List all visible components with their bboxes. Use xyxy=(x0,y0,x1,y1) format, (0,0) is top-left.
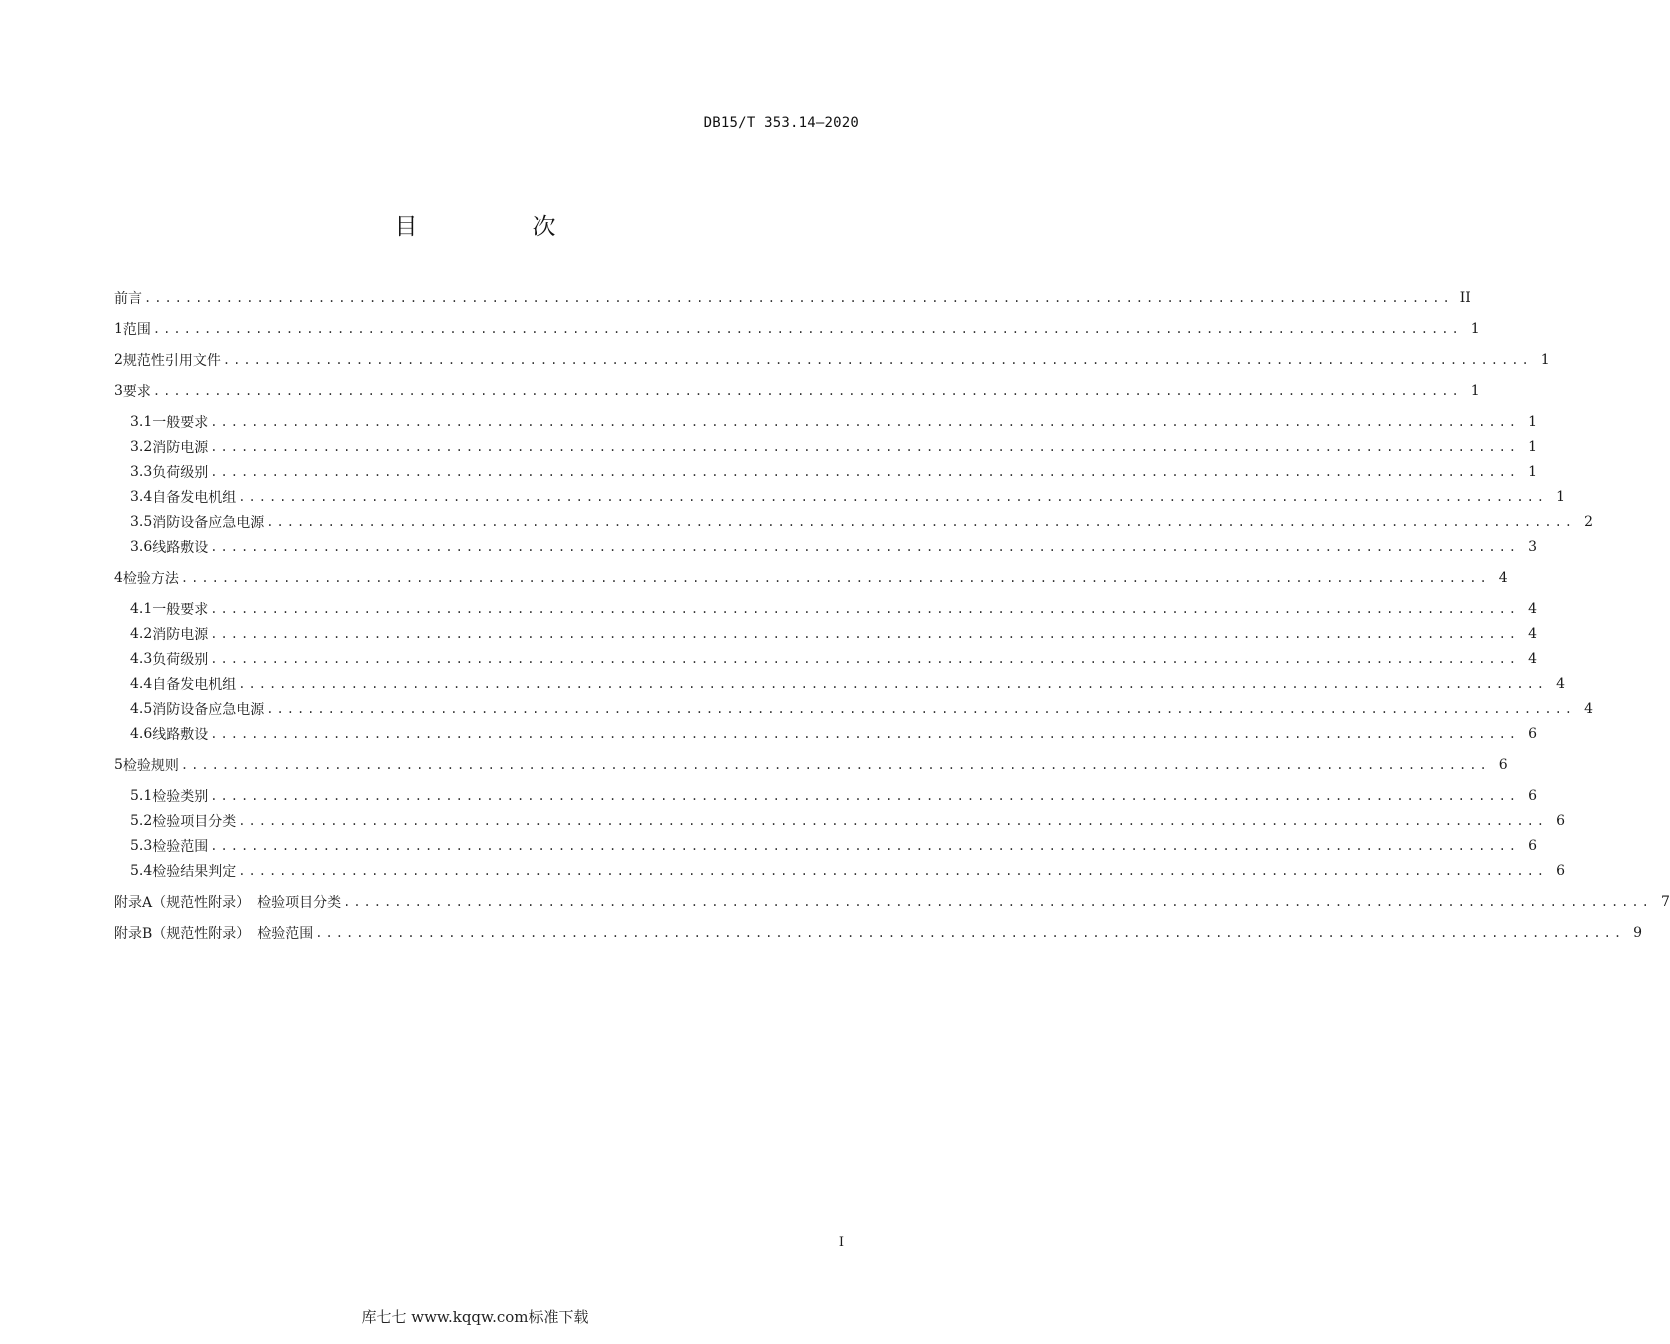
toc-entry-page: 1 xyxy=(1556,489,1566,505)
toc-entry-number: 3 xyxy=(114,383,123,399)
toc-entry-appendix-a[interactable] xyxy=(114,891,1670,913)
toc-entry-appendix-b[interactable] xyxy=(114,922,1643,944)
toc-leader-dots: ................................................................................................................................ xyxy=(315,926,1625,940)
footer-watermark: 库七七 www.kqqw.com标准下载 xyxy=(361,1308,589,1326)
toc-entry-number: 5.3 xyxy=(130,838,153,854)
toc-entry-3-2[interactable] xyxy=(114,436,1538,458)
toc-entry-number: 5 xyxy=(114,757,123,773)
toc-entry-4-3[interactable] xyxy=(114,648,1538,670)
toc-entry-label: 检验规则 xyxy=(122,758,179,774)
toc-entry-number: 4.3 xyxy=(130,651,153,667)
toc-entry-label: 检验项目分类 xyxy=(152,814,237,830)
toc-entry-5-2[interactable] xyxy=(114,810,1566,832)
page-number: I xyxy=(838,1235,844,1250)
toc-entry-5[interactable] xyxy=(114,754,1508,776)
toc-entry-page: 6 xyxy=(1528,726,1538,742)
toc-entry-number: 4.2 xyxy=(130,626,153,642)
toc-leader-dots: ................................................................................................................................ xyxy=(144,291,1453,305)
toc-leader-dots: ................................................................................................................................ xyxy=(222,353,1532,367)
toc-entry-page: 4 xyxy=(1556,676,1566,692)
toc-entry-number: 3.2 xyxy=(130,439,153,455)
toc-entry-foreword[interactable] xyxy=(114,287,1471,309)
toc-entry-page: 1 xyxy=(1528,439,1538,455)
page-title: 目 次 xyxy=(394,214,602,240)
toc-entry-number: 1 xyxy=(114,321,123,337)
toc-leader-dots: ................................................................................................................................ xyxy=(210,415,1520,429)
toc-entry-label: 要求 xyxy=(122,384,151,400)
toc-entry-3-5[interactable] xyxy=(114,511,1594,533)
toc-entry-page: 6 xyxy=(1528,838,1538,854)
toc-entry-label: 消防电源 xyxy=(152,440,209,456)
toc-leader-dots: ................................................................................................................................ xyxy=(210,627,1520,641)
toc-entry-page: 7 xyxy=(1660,894,1670,910)
toc-entry-3-4[interactable] xyxy=(114,486,1566,508)
toc-entry-2[interactable] xyxy=(114,349,1550,371)
toc-entry-4-2[interactable] xyxy=(114,623,1538,645)
toc-entry-number: 4.1 xyxy=(130,601,153,617)
toc-entry-label: 自备发电机组 xyxy=(152,677,237,693)
toc-entry-page: 1 xyxy=(1540,352,1550,368)
toc-entry-page: 3 xyxy=(1528,539,1538,555)
toc-entry-4-5[interactable] xyxy=(114,698,1594,720)
toc-entry-label: 自备发电机组 xyxy=(152,490,237,506)
toc-entry-4-6[interactable] xyxy=(114,723,1538,745)
toc-leader-dots: ................................................................................................................................ xyxy=(180,571,1490,585)
toc-entry-label: 负荷级别 xyxy=(152,652,209,668)
toc-leader-dots: ................................................................................................................................ xyxy=(210,727,1520,741)
toc-leader-dots: ................................................................................................................................ xyxy=(210,789,1520,803)
toc-entry-page: 1 xyxy=(1470,383,1480,399)
toc-entry-5-4[interactable] xyxy=(114,860,1566,882)
toc-entry-number: 3.4 xyxy=(130,489,153,505)
toc-entry-page: 1 xyxy=(1528,464,1538,480)
toc-entry-number: 5.4 xyxy=(130,863,153,879)
toc-entry-label: 附录B（规范性附录） 检验范围 xyxy=(114,926,314,942)
toc-entry-page: 1 xyxy=(1470,321,1480,337)
toc-entry-4-4[interactable] xyxy=(114,673,1566,695)
toc-entry-number: 3.5 xyxy=(130,514,153,530)
toc-entry-label: 前言 xyxy=(114,291,142,307)
toc-entry-page: 6 xyxy=(1498,757,1508,773)
toc-entry-page: 4 xyxy=(1528,601,1538,617)
toc-leader-dots: ................................................................................................................................ xyxy=(266,515,1576,529)
toc-entry-label: 规范性引用文件 xyxy=(122,353,221,369)
toc-entry-page: 6 xyxy=(1556,863,1566,879)
toc-leader-dots: ................................................................................................................................ xyxy=(238,864,1548,878)
toc-entry-label: 范围 xyxy=(122,322,151,338)
toc-entry-label: 附录A（规范性附录） 检验项目分类 xyxy=(114,895,342,911)
toc-entry-page: 4 xyxy=(1584,701,1594,717)
toc-entry-page: II xyxy=(1459,290,1471,306)
standard-code: DB15/T 353.14—2020 xyxy=(703,115,859,131)
toc-entry-page: 4 xyxy=(1528,626,1538,642)
toc-leader-dots: ................................................................................................................................ xyxy=(210,602,1520,616)
toc-entry-5-3[interactable] xyxy=(114,835,1538,857)
toc-leader-dots: ................................................................................................................................ xyxy=(210,465,1520,479)
toc-entry-page: 9 xyxy=(1633,925,1643,941)
toc-entry-3-6[interactable] xyxy=(114,536,1538,558)
toc-leader-dots: ................................................................................................................................ xyxy=(210,652,1520,666)
toc-leader-dots: ................................................................................................................................ xyxy=(180,758,1490,772)
toc-entry-number: 3.3 xyxy=(130,464,153,480)
toc-entry-page: 2 xyxy=(1584,514,1594,530)
toc-entry-4-1[interactable] xyxy=(114,598,1538,620)
toc-entry-page: 4 xyxy=(1528,651,1538,667)
toc-entry-number: 2 xyxy=(114,352,123,368)
toc-leader-dots: ................................................................................................................................ xyxy=(238,677,1548,691)
toc-entry-label: 检验范围 xyxy=(152,839,209,855)
toc-entry-label: 线路敷设 xyxy=(152,540,209,556)
toc-entry-number: 5.2 xyxy=(130,813,153,829)
toc-entry-label: 检验类别 xyxy=(152,789,209,805)
toc-entry-3[interactable] xyxy=(114,380,1480,402)
toc-entry-number: 4.4 xyxy=(130,676,153,692)
toc-entry-3-3[interactable] xyxy=(114,461,1538,483)
toc-entry-number: 3.6 xyxy=(130,539,153,555)
toc-entry-1[interactable] xyxy=(114,318,1480,340)
toc-entry-number: 5.1 xyxy=(130,788,153,804)
toc-entry-label: 检验结果判定 xyxy=(152,864,237,880)
toc-entry-number: 4.5 xyxy=(130,701,153,717)
toc-leader-dots: ................................................................................................................................ xyxy=(210,839,1520,853)
toc-entry-5-1[interactable] xyxy=(114,785,1538,807)
toc-leader-dots: ................................................................................................................................ xyxy=(152,384,1462,398)
toc-entry-page: 1 xyxy=(1528,414,1538,430)
toc-entry-label: 消防电源 xyxy=(152,627,209,643)
toc-entry-page: 6 xyxy=(1556,813,1566,829)
toc-entry-4[interactable] xyxy=(114,567,1508,589)
toc-entry-label: 一般要求 xyxy=(152,602,209,618)
toc-entry-label: 一般要求 xyxy=(152,415,209,431)
toc-leader-dots: ................................................................................................................................ xyxy=(238,490,1548,504)
toc-entry-page: 4 xyxy=(1498,570,1508,586)
toc-entry-label: 检验方法 xyxy=(122,571,179,587)
toc-leader-dots: ................................................................................................................................ xyxy=(238,814,1548,828)
toc-leader-dots: ................................................................................................................................ xyxy=(210,540,1520,554)
toc-entry-label: 线路敷设 xyxy=(152,727,209,743)
toc-entry-label: 负荷级别 xyxy=(152,465,209,481)
toc-entry-label: 消防设备应急电源 xyxy=(152,702,265,718)
toc-entry-number: 4 xyxy=(114,570,123,586)
toc-entry-3-1[interactable] xyxy=(114,411,1538,433)
toc-entry-page: 6 xyxy=(1528,788,1538,804)
toc-leader-dots: ................................................................................................................................ xyxy=(266,702,1576,716)
toc-entry-number: 3.1 xyxy=(130,414,153,430)
toc-leader-dots: ................................................................................................................................ xyxy=(210,440,1520,454)
toc-leader-dots: ................................................................................................................................ xyxy=(343,895,1652,909)
toc-entry-label: 消防设备应急电源 xyxy=(152,515,265,531)
toc-entry-number: 4.6 xyxy=(130,726,153,742)
toc-leader-dots: ................................................................................................................................ xyxy=(152,322,1462,336)
